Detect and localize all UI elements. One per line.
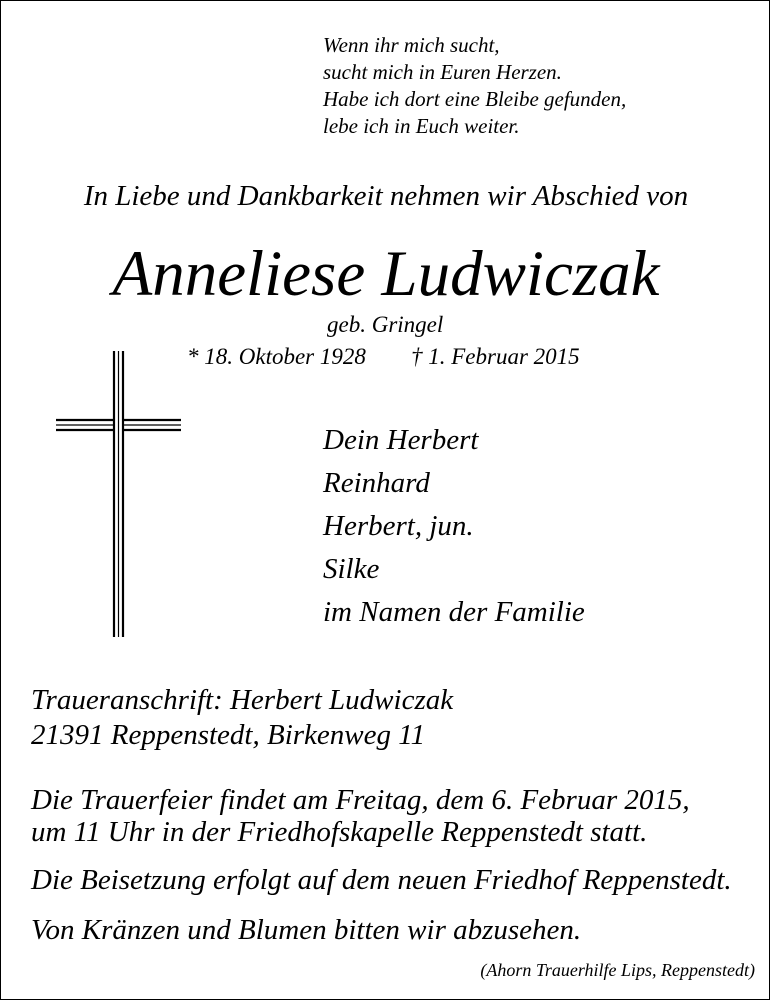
poem-line: sucht mich in Euren Herzen.	[323, 60, 562, 84]
address-line-2: 21391 Reppenstedt, Birkenweg 11	[31, 719, 426, 751]
maiden-name: geb. Gringel	[327, 312, 444, 337]
poem-line: lebe ich in Euch weiter.	[323, 114, 520, 138]
cross-icon	[51, 346, 186, 641]
mourner: Herbert, jun.	[323, 510, 474, 542]
address-line-1: Traueranschrift: Herbert Ludwiczak	[31, 684, 454, 716]
ceremony-line-1: Die Trauerfeier findet am Freitag, dem 6. Februar 2015,	[31, 784, 690, 816]
poem	[323, 32, 626, 140]
poem-line: Wenn ihr mich sucht,	[323, 33, 500, 57]
mourner: im Namen der Familie	[323, 596, 585, 628]
deceased-name: Anneliese Ludwiczak	[112, 238, 660, 310]
mourner: Reinhard	[323, 467, 430, 499]
burial-info: Die Beisetzung erfolgt auf dem neuen Friedhof Reppenstedt.	[31, 864, 732, 896]
death-date: † 1. Februar 2015	[411, 344, 580, 369]
flowers-note: Von Kränzen und Blumen bitten wir abzusehen.	[31, 914, 582, 946]
mourner: Silke	[323, 553, 380, 585]
birth-date: * 18. Oktober 1928	[187, 344, 366, 369]
ceremony-line-2: um 11 Uhr in der Friedhofskapelle Reppenstedt statt.	[31, 816, 648, 848]
funeral-home-credit: (Ahorn Trauerhilfe Lips, Reppenstedt)	[480, 960, 755, 980]
mourner: Dein Herbert	[323, 424, 479, 456]
farewell-intro: In Liebe und Dankbarkeit nehmen wir Abschied von	[83, 180, 689, 212]
ceremony-info	[31, 784, 690, 848]
poem-line: Habe ich dort eine Bleibe gefunden,	[323, 87, 627, 111]
cross-vertical-beam	[114, 351, 123, 637]
mourning-address	[31, 683, 453, 753]
mourners-list	[323, 419, 585, 634]
